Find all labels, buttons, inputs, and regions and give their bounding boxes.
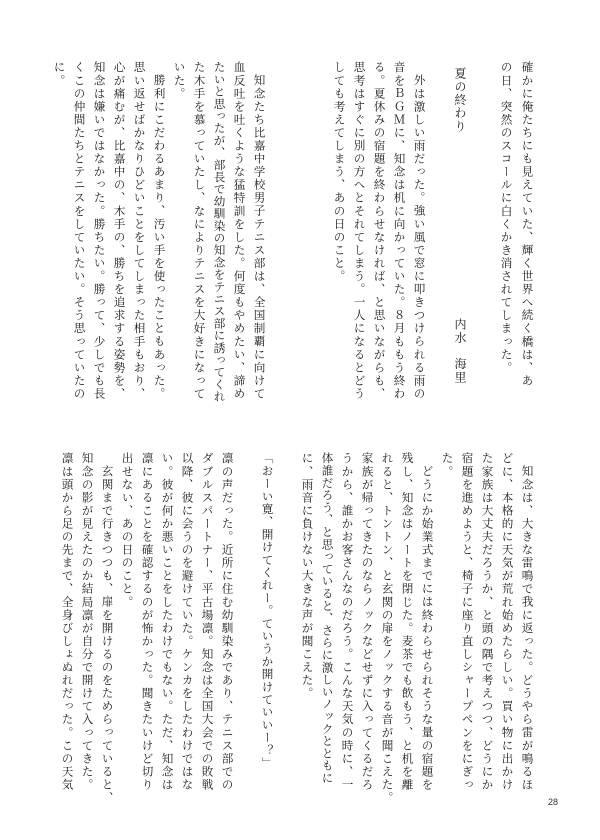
lower-line-8: れると、トントン、と玄関の扉をノックする音が聞こえた。 — [380, 452, 395, 805]
upper-line-1: 外は激しい雨だった。強い風で窓に叩きつけられる雨の — [412, 74, 427, 401]
story-title: 夏の終わり — [453, 67, 467, 133]
upper-line-2: 音をＢＧＭに、知念は机に向かっていた。８月ももう終わ — [392, 61, 407, 401]
lower-line-21: 出せない、あの日のこと。 — [120, 452, 135, 609]
lower-line-23: 玄関まで行きつつも、扉を開けるのをためらっていると、 — [100, 465, 115, 805]
lower-line-11: 体誰だろう、と思っていると、さらに激しいノックとともに — [320, 452, 335, 785]
upper-line-16: くこの仲間たちとテニスをしていたい。そう思っていたの — [72, 61, 87, 401]
page-number: 28 — [548, 797, 559, 807]
upper-line-15: 知念は嫌いではなかった。勝ちたい。勝って、少しでも長 — [92, 61, 107, 401]
lower-line-6: どうにか始業式までには終わらせられそうな量の宿題を — [420, 465, 435, 792]
lower-line-16: 凛の声だった。近所に住む幼馴染みであり、テニス部での — [220, 452, 235, 792]
upper-line-10: た木手を慕っていたし、なによりテニスを大好きになって — [192, 61, 207, 401]
story-author: 内水 海里 — [453, 318, 467, 384]
lower-line-9: 家族が帰ってきたのならノックなどせずに入ってくるだろ — [360, 452, 375, 792]
lower-line-20: 凛にあることを確認するのが怖かった。聞きたいけど切り — [140, 452, 155, 792]
lower-line-12: に、雨音に負けない大きな声が聞こえた。 — [300, 452, 315, 700]
upper-line-17: に。 — [52, 61, 67, 88]
upper-line-7: 知念たち比嘉中学校男子テニス部は、全国制覇に向けて — [252, 74, 267, 401]
upper-line-11: いた。 — [172, 61, 187, 101]
lower-line-10: うから、誰かお客さんなのだろう。こんな天気の時に、一 — [340, 452, 355, 792]
lower-line-25: 凛は頭から足の先まで、全身びしょぬれだった。この天気 — [60, 452, 75, 792]
lower-line-2: どに、本格的に天気が荒れ始めたらしい。買い物に出かけ — [500, 452, 515, 792]
lower-line-1: 知念は、大きな雷鳴で我に返った。どうやら雷が鳴るほ — [520, 465, 535, 792]
lower-line-18: 以降、彼に会うのを避けていた。ケンカをしたわけではな — [180, 452, 195, 792]
top-line-2: の日、突然のスコールに白くかき消されてしまった。 — [499, 61, 514, 375]
top-line-1: 確かに俺たちにも見えていた、輝く世界へ続く橋は、あ — [520, 61, 535, 388]
upper-line-13: 思い返せばかなりひどいことをしてしまった相手もおり、 — [132, 61, 147, 401]
lower-line-14: 「おーい寛、開けてくれー。ていうか開けていいー？」 — [260, 452, 275, 770]
lower-line-5: た。 — [440, 452, 455, 479]
lower-line-3: た家族は大丈夫だろうか、と頭の隅で考えつつ、どうにか — [480, 452, 495, 792]
upper-line-4: 思考はすぐに別の方へとそれてしまう。一人になるとどう — [352, 61, 367, 401]
lower-line-7: 残し、知念はノートを閉じた。麦茶でも飲もう、と机を離 — [400, 452, 415, 792]
lower-line-19: い。彼が何か悪いことをしたわけでもない。ただ、知念は — [160, 452, 175, 792]
upper-line-5: しても考えてしまう、あの日のこと。 — [332, 61, 347, 283]
lower-line-4: 宿題を進めようと、椅子に座り直しシャープペンをにぎっ — [460, 452, 475, 792]
upper-line-9: たいと思ったが、部長で幼馴染の知念をテニス部に誘ってくれ — [212, 61, 227, 403]
upper-line-8: 血反吐を吐くような猛特訓をした。何度もやめたい、諦め — [232, 61, 247, 401]
upper-line-12: 勝利にこだわるあまり、汚い手を使ったこともあった。 — [152, 74, 167, 401]
upper-line-3: る。夏休みの宿題を終わらせなければ、と思いながらも、 — [372, 61, 387, 401]
lower-line-17: ダブルスパートナー、平古場凛。知念は全国大会での敗戦 — [200, 452, 215, 792]
upper-line-14: 心が痛むが、比嘉中の、木手の、勝ちを追求する姿勢を、 — [112, 61, 127, 401]
lower-line-24: 知念の影が見えたのか結局凛が自分で開けて入ってきた。 — [80, 452, 95, 792]
